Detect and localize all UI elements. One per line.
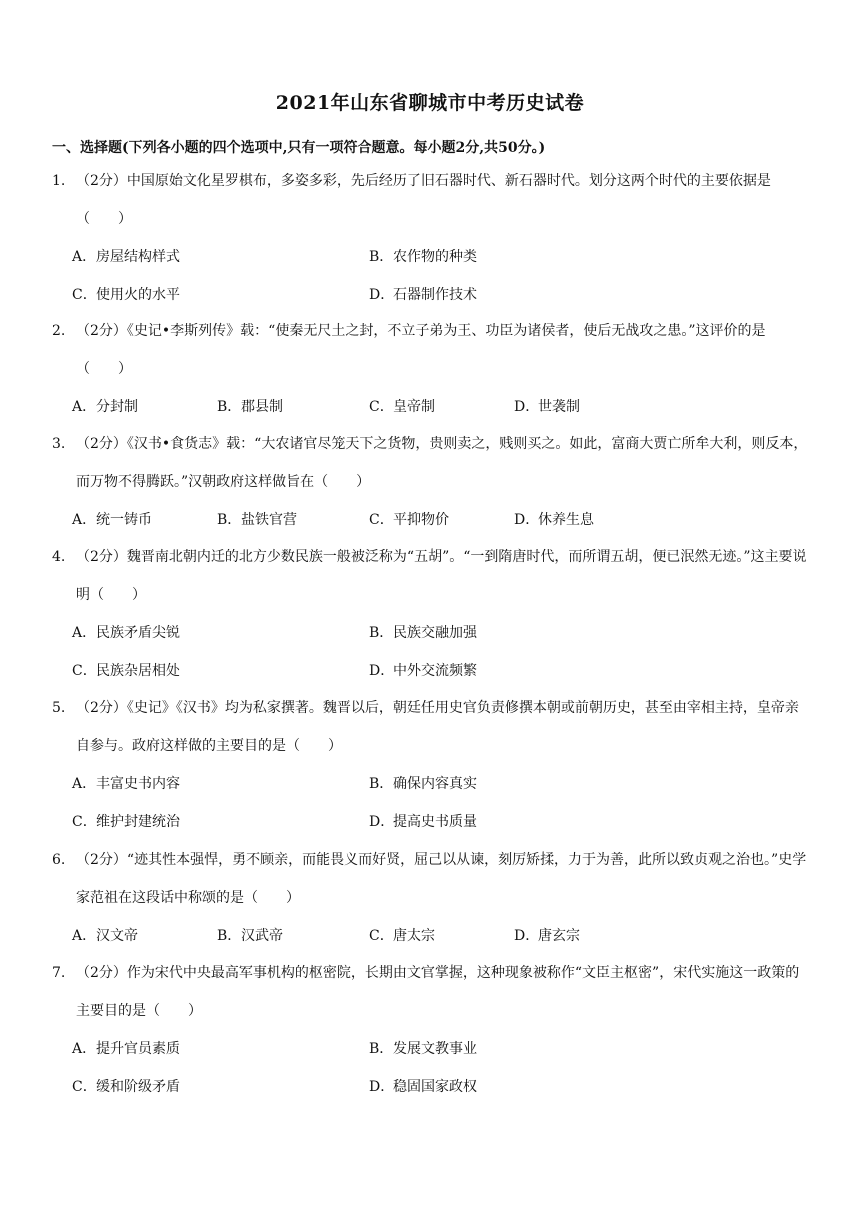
question-7 xyxy=(52,964,812,1106)
question-number: 2. xyxy=(52,323,66,339)
question-text: （2分）《史记》《汉书》均为私家撰著。魏晋以后，朝廷任用史官负责修撰本朝或前朝历史，甚至由宰相主持，皇帝亲自参与。政府这样做的主要目的是（ ） xyxy=(76,700,799,754)
question-4 xyxy=(52,548,812,690)
option-row xyxy=(52,917,812,955)
option-row xyxy=(52,803,812,841)
option-row xyxy=(52,652,812,690)
option-b[interactable]: B．民族交融加强 xyxy=(369,625,477,641)
section-heading: 一、选择题(下列各小题的四个选项中,只有一项符合题意。每小题2分,共50分。) xyxy=(52,140,546,156)
option-d[interactable]: D．世袭制 xyxy=(514,399,580,415)
question-text: （2分）《汉书•食货志》载：“大农诸官尽笼天下之货物，贵则卖之，贱则买之。如此，富商大贾亡所牟大利，则反本，而万物不得腾跃。”汉朝政府这样做旨在（ ） xyxy=(76,436,808,490)
option-b[interactable]: B．发展文教事业 xyxy=(369,1041,477,1057)
option-d[interactable]: D．石器制作技术 xyxy=(369,287,477,303)
option-a[interactable]: A．统一铸币 xyxy=(72,512,152,528)
question-3 xyxy=(52,435,812,539)
page-title: 2021年山东省聊城市中考历史试卷 xyxy=(275,92,585,114)
option-a[interactable]: A．汉文帝 xyxy=(72,928,138,944)
option-d[interactable]: D．休养生息 xyxy=(514,512,594,528)
option-b[interactable]: B．盐铁官营 xyxy=(217,512,297,528)
option-c[interactable]: C．使用火的水平 xyxy=(72,287,180,303)
option-d[interactable]: D．中外交流频繁 xyxy=(369,663,477,679)
question-text: （2分）“迹其性本强悍，勇不顾亲，而能畏义而好贤，屈己以从谏，刻厉矫揉，力于为善，此所以致贞观之治也。”史学家范祖在这段话中称颂的是（ ） xyxy=(76,852,807,906)
question-text: （2分）作为宋代中央最高军事机构的枢密院，长期由文官掌握，这种现象被称作“文臣主枢密”，宋代实施这一政策的主要目的是（ ） xyxy=(76,965,800,1019)
question-stem xyxy=(52,162,812,238)
question-number: 5. xyxy=(52,700,66,716)
option-a[interactable]: A．丰富史书内容 xyxy=(72,776,180,792)
question-5 xyxy=(52,699,812,841)
option-c[interactable]: C．维护封建统治 xyxy=(72,814,180,830)
question-stem xyxy=(52,841,812,917)
question-stem xyxy=(52,538,812,614)
option-b[interactable]: B．汉武帝 xyxy=(217,928,283,944)
question-number: 7. xyxy=(52,965,66,981)
question-1 xyxy=(52,172,812,314)
option-b[interactable]: B．农作物的种类 xyxy=(369,249,477,265)
question-stem xyxy=(52,689,812,765)
option-row xyxy=(52,1030,812,1068)
question-number: 4. xyxy=(52,549,66,565)
question-number: 1. xyxy=(52,173,66,189)
option-row xyxy=(52,501,812,539)
option-row xyxy=(52,388,812,426)
question-6 xyxy=(52,851,812,955)
option-d[interactable]: D．提高史书质量 xyxy=(369,814,477,830)
option-d[interactable]: D．唐玄宗 xyxy=(514,928,580,944)
question-number: 3. xyxy=(52,436,66,452)
option-c[interactable]: C．缓和阶级矛盾 xyxy=(72,1079,180,1095)
question-number: 6. xyxy=(52,852,66,868)
option-d[interactable]: D．稳固国家政权 xyxy=(369,1079,477,1095)
option-a[interactable]: A．房屋结构样式 xyxy=(72,249,180,265)
question-text: （2分）《史记•李斯列传》载：“使秦无尺土之封，不立子弟为王、功臣为诸侯者，使后无战攻之患。”这评价的是（ ） xyxy=(76,323,766,377)
option-a[interactable]: A．分封制 xyxy=(72,399,138,415)
option-c[interactable]: C．民族杂居相处 xyxy=(72,663,180,679)
option-row xyxy=(52,276,812,314)
option-row xyxy=(52,765,812,803)
option-c[interactable]: C．平抑物价 xyxy=(369,512,449,528)
option-b[interactable]: B．确保内容真实 xyxy=(369,776,477,792)
option-b[interactable]: B．郡县制 xyxy=(217,399,283,415)
option-a[interactable]: A．民族矛盾尖锐 xyxy=(72,625,180,641)
option-c[interactable]: C．皇帝制 xyxy=(369,399,435,415)
option-row xyxy=(52,614,812,652)
question-2 xyxy=(52,322,812,426)
question-stem xyxy=(52,425,812,501)
option-a[interactable]: A．提升官员素质 xyxy=(72,1041,180,1057)
question-stem xyxy=(52,954,812,1030)
option-row xyxy=(52,1068,812,1106)
question-text: （2分）魏晋南北朝内迁的北方少数民族一般被泛称为“五胡”。“一到隋唐时代，而所谓五胡，便已泯然无迹。”这主要说明（ ） xyxy=(76,549,807,603)
question-stem xyxy=(52,312,812,388)
option-row xyxy=(52,238,812,276)
option-c[interactable]: C．唐太宗 xyxy=(369,928,435,944)
question-text: （2分）中国原始文化星罗棋布，多姿多彩，先后经历了旧石器时代、新石器时代。划分这两个时代的主要依据是（ ） xyxy=(76,173,771,227)
